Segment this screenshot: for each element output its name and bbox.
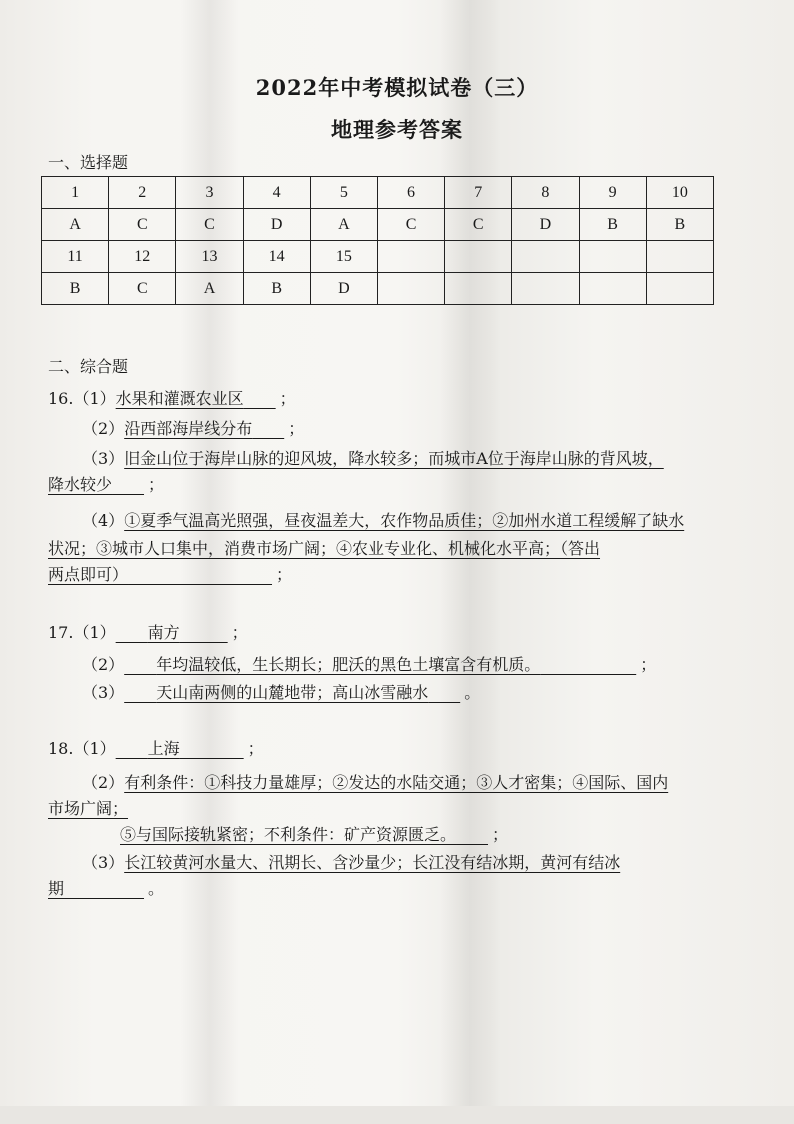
punctuation: ； bbox=[247, 739, 264, 758]
part-label: （2） bbox=[82, 655, 125, 674]
q18-part2-line1 bbox=[82, 770, 668, 793]
part-label: （1） bbox=[73, 389, 116, 408]
answer-text: 旧金山位于海岸山脉的迎风坡，降水较多；而城市A位于海岸山脉的背风坡， bbox=[124, 449, 664, 468]
answer-table-cell bbox=[377, 241, 444, 273]
answer-table-cell: 7 bbox=[445, 177, 512, 209]
q16-part4-line3 bbox=[48, 562, 292, 585]
answer-table-row bbox=[42, 273, 714, 305]
q17-part1 bbox=[48, 620, 248, 643]
answer-table-cell bbox=[579, 273, 646, 305]
answer-table-cell: C bbox=[176, 209, 243, 241]
answer-text: 天山南两侧的山麓地带；高山冰雪融水 bbox=[156, 683, 429, 702]
answer-table-cell: 2 bbox=[109, 177, 176, 209]
answer-table-cell: D bbox=[243, 209, 310, 241]
punctuation: 。 bbox=[464, 683, 481, 702]
part-label: （2） bbox=[82, 419, 125, 438]
answer-table-cell: B bbox=[243, 273, 310, 305]
answer-text: 南方 bbox=[147, 623, 180, 642]
part-label: （3） bbox=[82, 683, 125, 702]
answer-text: ①夏季气温高光照强，昼夜温差大，农作物品质佳；②加州水道工程缓解了缺水 bbox=[124, 511, 685, 530]
question-number: 18. bbox=[48, 739, 74, 758]
q16-part4-line2 bbox=[48, 536, 600, 559]
answer-table-cell bbox=[512, 273, 579, 305]
answer-table-cell bbox=[377, 273, 444, 305]
answer-text: 水果和灌溉农业区 bbox=[115, 389, 244, 408]
answer-text: 有利条件：①科技力量雄厚；②发达的水陆交通；③人才密集；④国际、国内 bbox=[124, 773, 669, 792]
answer-table-row bbox=[42, 241, 714, 273]
punctuation: ； bbox=[288, 419, 305, 438]
q16-part3-line1 bbox=[82, 446, 664, 469]
answer-table bbox=[41, 176, 714, 305]
answer-table-cell bbox=[445, 241, 512, 273]
answer-table-cell bbox=[646, 273, 713, 305]
answer-table-cell: 6 bbox=[377, 177, 444, 209]
part-label: （3） bbox=[82, 449, 125, 468]
answer-text: 年均温较低，生长期长；肥沃的黑色土壤富含有机质。 bbox=[156, 655, 541, 674]
punctuation: ； bbox=[276, 565, 293, 584]
answer-table-cell: D bbox=[512, 209, 579, 241]
q18-part2-line2 bbox=[48, 796, 128, 819]
answer-table-cell: 10 bbox=[646, 177, 713, 209]
q16-part3-line2 bbox=[48, 472, 164, 495]
question-number: 16. bbox=[48, 389, 74, 408]
q17-part3 bbox=[82, 680, 480, 703]
answer-table-cell: 4 bbox=[243, 177, 310, 209]
answer-table-cell: A bbox=[42, 209, 109, 241]
answer-text: 状况；③城市人口集中，消费市场广阔；④农业专业化、机械化水平高；（答出 bbox=[48, 539, 601, 558]
q18-part2-line3 bbox=[120, 822, 508, 845]
answer-table-cell: B bbox=[42, 273, 109, 305]
part-label: （2） bbox=[82, 773, 125, 792]
part-label: （4） bbox=[82, 511, 125, 530]
answer-text: 长江较黄河水量大、汛期长、含沙量少；长江没有结冰期，黄河有结冰 bbox=[124, 853, 621, 872]
q18-part1 bbox=[48, 736, 264, 759]
answer-table-cell: C bbox=[109, 273, 176, 305]
answer-table-cell: 11 bbox=[42, 241, 109, 273]
answer-table-cell: 8 bbox=[512, 177, 579, 209]
answer-table-row bbox=[42, 177, 714, 209]
answer-table-row bbox=[42, 209, 714, 241]
answer-table-cell: 13 bbox=[176, 241, 243, 273]
answer-table-cell: 5 bbox=[310, 177, 377, 209]
answer-table-cell: C bbox=[377, 209, 444, 241]
answer-text: 市场广阔； bbox=[48, 799, 129, 818]
answer-text: ⑤与国际接轨紧密；不利条件：矿产资源匮乏。 bbox=[120, 825, 457, 844]
q16-part2 bbox=[82, 416, 304, 439]
punctuation: ； bbox=[231, 623, 248, 642]
punctuation: ； bbox=[492, 825, 509, 844]
answer-table-cell: 15 bbox=[310, 241, 377, 273]
punctuation: ； bbox=[640, 655, 657, 674]
part-label: （1） bbox=[73, 739, 116, 758]
part-label: （1） bbox=[73, 623, 116, 642]
paper-fold-shadow bbox=[440, 0, 500, 1124]
q17-part2 bbox=[82, 652, 656, 675]
answer-table-cell: B bbox=[646, 209, 713, 241]
punctuation: 。 bbox=[148, 879, 165, 898]
answer-table-cell bbox=[579, 241, 646, 273]
answer-text: 沿西部海岸线分布 bbox=[124, 419, 253, 438]
q18-part3-line1 bbox=[82, 850, 620, 873]
punctuation: ； bbox=[279, 389, 296, 408]
answer-table-cell: 3 bbox=[176, 177, 243, 209]
answer-table-cell: D bbox=[310, 273, 377, 305]
q16-part1 bbox=[48, 386, 296, 409]
answer-table-cell: 14 bbox=[243, 241, 310, 273]
section-heading-choice: 一、选择题 bbox=[48, 153, 129, 172]
answer-text: 降水较少 bbox=[48, 475, 113, 494]
answer-table-cell: A bbox=[310, 209, 377, 241]
answer-table-cell bbox=[646, 241, 713, 273]
page-title: 2022年中考模拟试卷（三） bbox=[255, 75, 539, 100]
part-label: （3） bbox=[82, 853, 125, 872]
answer-table-cell: C bbox=[445, 209, 512, 241]
question-number: 17. bbox=[48, 623, 74, 642]
answer-table-cell: A bbox=[176, 273, 243, 305]
answer-table-cell: 1 bbox=[42, 177, 109, 209]
page-subtitle: 地理参考答案 bbox=[331, 117, 463, 142]
answer-table-cell: B bbox=[579, 209, 646, 241]
answer-table-cell bbox=[512, 241, 579, 273]
section-heading-comprehensive: 二、综合题 bbox=[48, 357, 129, 376]
answer-table-cell: 12 bbox=[109, 241, 176, 273]
q18-part3-line2 bbox=[48, 876, 164, 899]
answer-text: 两点即可） bbox=[48, 565, 129, 584]
q16-part4-line1 bbox=[82, 508, 684, 531]
answer-text: 期 bbox=[48, 879, 65, 898]
answer-table-cell bbox=[445, 273, 512, 305]
page-footer-strip bbox=[0, 1106, 794, 1124]
answer-table-cell: 9 bbox=[579, 177, 646, 209]
answer-text: 上海 bbox=[147, 739, 180, 758]
punctuation: ； bbox=[148, 475, 165, 494]
answer-table-cell: C bbox=[109, 209, 176, 241]
